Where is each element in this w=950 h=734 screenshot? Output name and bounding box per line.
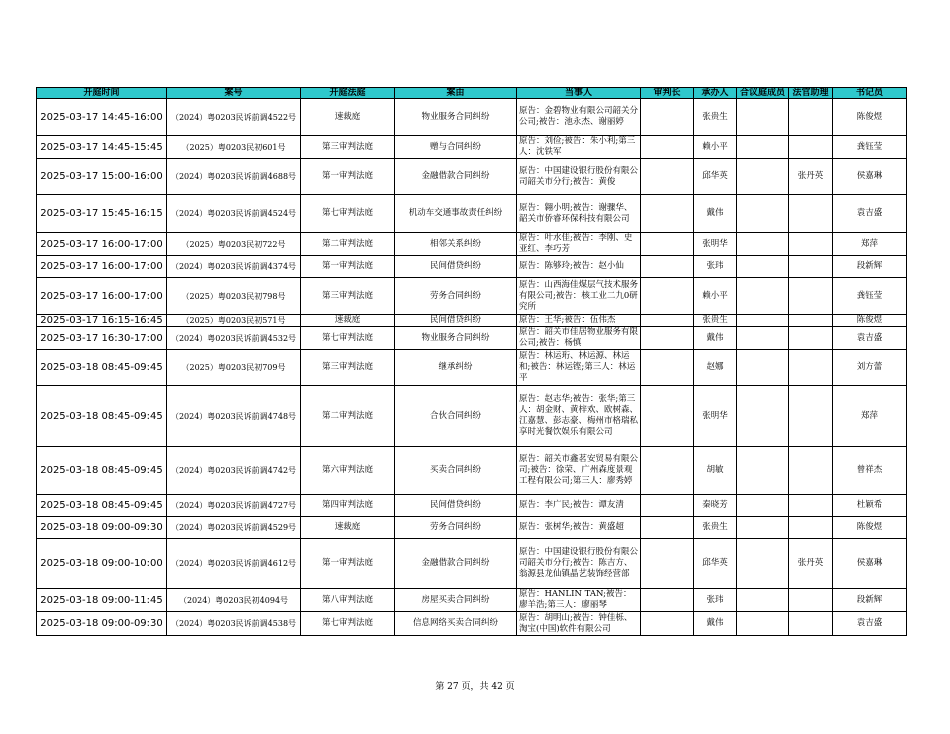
- row-assistant: [789, 278, 833, 315]
- row-handler: 张贵生: [694, 315, 737, 327]
- row-clerk: 刘方蕾: [833, 350, 907, 386]
- row-assistant: [789, 256, 833, 278]
- row-case-number: （2024）粤0203民诉前调4727号: [167, 495, 301, 517]
- row-parties: 原告：张树华;被告：黄盛超: [517, 517, 641, 539]
- row-parties: 原告：金碧物业有限公司韶关分公司;被告：池永杰、谢丽婷: [517, 99, 641, 136]
- row-handler: 赵娜: [694, 350, 737, 386]
- row-clerk: 段新辉: [833, 256, 907, 278]
- row-time: 2025-03-17 16:00-17:00: [37, 256, 167, 278]
- table-row: [37, 327, 907, 350]
- row-panel: [737, 159, 789, 195]
- row-cause: 物业服务合同纠纷: [395, 99, 517, 136]
- row-chief-judge: [641, 447, 694, 495]
- row-assistant: [789, 447, 833, 495]
- table-row: [37, 447, 907, 495]
- table-body: [37, 99, 907, 636]
- row-parties: 原告：韶关市鑫茗安贸易有限公司;被告：徐荣、广州森度景观工程有限公司;第三人：廖秀婷: [517, 447, 641, 495]
- row-time: 2025-03-18 09:00-09:30: [37, 517, 167, 539]
- row-clerk: 郑萍: [833, 233, 907, 256]
- row-clerk: 杜颖希: [833, 495, 907, 517]
- row-case-number: （2025）粤0203民初601号: [167, 136, 301, 159]
- row-cause: 金融借款合同纠纷: [395, 159, 517, 195]
- row-assistant: [789, 327, 833, 350]
- header-panel: 合议庭成员: [737, 88, 789, 99]
- row-cause: 赠与合同纠纷: [395, 136, 517, 159]
- row-case-number: （2025）粤0203民初722号: [167, 233, 301, 256]
- row-handler: 秦晓芳: [694, 495, 737, 517]
- row-chief-judge: [641, 327, 694, 350]
- row-handler: 邱华英: [694, 159, 737, 195]
- row-parties: 原告：赵志华;被告：张华;第三人：胡金财、黄梓欢、欧树森、江嘉慧、彭志豪、梅州市格瑞私享时光餐饮娱乐有限公司: [517, 386, 641, 447]
- row-parties: 原告：刘俭;被告：朱小利;第三人：沈铁军: [517, 136, 641, 159]
- row-case-number: （2025）粤0203民初798号: [167, 278, 301, 315]
- table-row: [37, 195, 907, 233]
- row-panel: [737, 517, 789, 539]
- row-clerk: 陈俊煜: [833, 99, 907, 136]
- row-panel: [737, 539, 789, 589]
- row-assistant: [789, 495, 833, 517]
- row-panel: [737, 589, 789, 612]
- row-court: 第三审判法庭: [301, 278, 395, 315]
- row-court: 第一审判法庭: [301, 256, 395, 278]
- table-header: [37, 88, 907, 99]
- row-time: 2025-03-17 15:45-16:15: [37, 195, 167, 233]
- row-time: 2025-03-18 09:00-11:45: [37, 589, 167, 612]
- row-assistant: [789, 589, 833, 612]
- row-assistant: 张丹英: [789, 539, 833, 589]
- table-row: [37, 517, 907, 539]
- row-handler: 张贵生: [694, 517, 737, 539]
- table-row: [37, 589, 907, 612]
- row-case-number: （2024）粤0203民初4094号: [167, 589, 301, 612]
- row-time: 2025-03-17 14:45-15:45: [37, 136, 167, 159]
- row-case-number: （2024）粤0203民诉前调4522号: [167, 99, 301, 136]
- row-clerk: 袁吉盛: [833, 195, 907, 233]
- row-chief-judge: [641, 136, 694, 159]
- row-panel: [737, 386, 789, 447]
- row-chief-judge: [641, 233, 694, 256]
- row-handler: 张明华: [694, 386, 737, 447]
- row-cause: 金融借款合同纠纷: [395, 539, 517, 589]
- row-chief-judge: [641, 195, 694, 233]
- row-court: 速裁庭: [301, 517, 395, 539]
- row-panel: [737, 256, 789, 278]
- row-handler: 张明华: [694, 233, 737, 256]
- row-clerk: 龚钰莹: [833, 136, 907, 159]
- table-row: [37, 612, 907, 636]
- table-row: [37, 495, 907, 517]
- row-court: 第七审判法庭: [301, 612, 395, 636]
- row-time: 2025-03-18 08:45-09:45: [37, 350, 167, 386]
- table-row: [37, 256, 907, 278]
- row-parties: 原告：胡明山;被告：钟佳栎、淘宝(中国)软件有限公司: [517, 612, 641, 636]
- row-court: 第八审判法庭: [301, 589, 395, 612]
- row-parties: 原告：山西海佳煤层气技术服务有限公司;被告：核工业二九0研究所: [517, 278, 641, 315]
- row-clerk: 陈俊煜: [833, 315, 907, 327]
- row-cause: 机动车交通事故责任纠纷: [395, 195, 517, 233]
- row-clerk: 侯嘉琳: [833, 159, 907, 195]
- row-assistant: [789, 99, 833, 136]
- row-cause: 买卖合同纠纷: [395, 447, 517, 495]
- header-cause: 案由: [395, 88, 517, 99]
- row-clerk: 袁吉盛: [833, 327, 907, 350]
- row-court: 速裁庭: [301, 99, 395, 136]
- row-time: 2025-03-17 16:15-16:45: [37, 315, 167, 327]
- row-parties: 原告：韶关市佳居物业服务有限公司;被告：杨慎: [517, 327, 641, 350]
- row-time: 2025-03-18 09:00-10:00: [37, 539, 167, 589]
- row-cause: 民间借贷纠纷: [395, 315, 517, 327]
- row-handler: 戴伟: [694, 612, 737, 636]
- row-chief-judge: [641, 539, 694, 589]
- row-court: 第七审判法庭: [301, 327, 395, 350]
- row-clerk: 侯嘉琳: [833, 539, 907, 589]
- row-chief-judge: [641, 589, 694, 612]
- row-assistant: [789, 233, 833, 256]
- row-cause: 继承纠纷: [395, 350, 517, 386]
- row-chief-judge: [641, 386, 694, 447]
- table-row: [37, 159, 907, 195]
- row-chief-judge: [641, 256, 694, 278]
- header-chief-judge: 审判长: [641, 88, 694, 99]
- table-row: [37, 233, 907, 256]
- row-parties: 原告：林运珩、林运源、林运和;被告：林运铿;第三人：林运平: [517, 350, 641, 386]
- row-handler: 戴伟: [694, 195, 737, 233]
- row-chief-judge: [641, 350, 694, 386]
- row-court: 第一审判法庭: [301, 539, 395, 589]
- row-handler: 赖小平: [694, 278, 737, 315]
- row-parties: 原告：陈够玲;被告：赵小仙: [517, 256, 641, 278]
- row-court: 速裁庭: [301, 315, 395, 327]
- row-case-number: （2024）粤0203民诉前调4742号: [167, 447, 301, 495]
- row-parties: 原告：中国建设银行股份有限公司韶关市分行;被告：陈吉方、翁源县龙仙镇晶艺装饰经营部: [517, 539, 641, 589]
- row-cause: 信息网络买卖合同纠纷: [395, 612, 517, 636]
- row-assistant: [789, 386, 833, 447]
- row-cause: 相邻关系纠纷: [395, 233, 517, 256]
- row-chief-judge: [641, 159, 694, 195]
- row-time: 2025-03-18 08:45-09:45: [37, 386, 167, 447]
- row-assistant: 张丹英: [789, 159, 833, 195]
- row-time: 2025-03-17 16:00-17:00: [37, 278, 167, 315]
- row-assistant: [789, 612, 833, 636]
- row-time: 2025-03-18 08:45-09:45: [37, 495, 167, 517]
- row-panel: [737, 612, 789, 636]
- row-court: 第四审判法庭: [301, 495, 395, 517]
- row-cause: 民间借贷纠纷: [395, 256, 517, 278]
- row-case-number: （2024）粤0203民诉前调4538号: [167, 612, 301, 636]
- row-chief-judge: [641, 495, 694, 517]
- row-case-number: （2024）粤0203民诉前调4524号: [167, 195, 301, 233]
- row-cause: 民间借贷纠纷: [395, 495, 517, 517]
- row-panel: [737, 327, 789, 350]
- table-row: [37, 278, 907, 315]
- row-handler: 邱华英: [694, 539, 737, 589]
- row-case-number: （2024）粤0203民诉前调4612号: [167, 539, 301, 589]
- row-case-number: （2024）粤0203民诉前调4688号: [167, 159, 301, 195]
- row-panel: [737, 99, 789, 136]
- row-chief-judge: [641, 315, 694, 327]
- row-panel: [737, 195, 789, 233]
- header-parties: 当事人: [517, 88, 641, 99]
- row-panel: [737, 315, 789, 327]
- hearing-schedule-table: [36, 87, 907, 636]
- row-panel: [737, 495, 789, 517]
- row-time: 2025-03-18 09:00-09:30: [37, 612, 167, 636]
- row-clerk: 段新辉: [833, 589, 907, 612]
- row-cause: 劳务合同纠纷: [395, 517, 517, 539]
- row-case-number: （2024）粤0203民诉前调4532号: [167, 327, 301, 350]
- row-parties: 原告：HANLIN TAN;被告：廖羊浩;第三人：廖丽琴: [517, 589, 641, 612]
- header-time: 开庭时间: [37, 88, 167, 99]
- page-footer: 第 27 页，共 42 页: [435, 682, 515, 692]
- row-parties: 原告：中国建设银行股份有限公司韶关市分行;被告：黄俊: [517, 159, 641, 195]
- row-case-number: （2024）粤0203民诉前调4529号: [167, 517, 301, 539]
- header-assistant: 法官助理: [789, 88, 833, 99]
- row-court: 第二审判法庭: [301, 386, 395, 447]
- row-court: 第六审判法庭: [301, 447, 395, 495]
- row-handler: 戴伟: [694, 327, 737, 350]
- row-clerk: 袁吉盛: [833, 612, 907, 636]
- row-case-number: （2025）粤0203民初571号: [167, 315, 301, 327]
- row-cause: 合伙合同纠纷: [395, 386, 517, 447]
- row-cause: 物业服务合同纠纷: [395, 327, 517, 350]
- row-assistant: [789, 136, 833, 159]
- row-handler: 张玮: [694, 589, 737, 612]
- row-court: 第二审判法庭: [301, 233, 395, 256]
- row-case-number: （2025）粤0203民初709号: [167, 350, 301, 386]
- header-case-number: 案号: [167, 88, 301, 99]
- row-time: 2025-03-17 14:45-16:00: [37, 99, 167, 136]
- row-parties: 原告：翱小明;被告：谢骤华、韶关市侨睿环保科技有限公司: [517, 195, 641, 233]
- row-handler: 赖小平: [694, 136, 737, 159]
- table-row: [37, 539, 907, 589]
- row-panel: [737, 233, 789, 256]
- row-time: 2025-03-17 15:00-16:00: [37, 159, 167, 195]
- header-court: 开庭法庭: [301, 88, 395, 99]
- header-handler: 承办人: [694, 88, 737, 99]
- row-clerk: 龚钰莹: [833, 278, 907, 315]
- row-chief-judge: [641, 99, 694, 136]
- row-assistant: [789, 350, 833, 386]
- row-court: 第三审判法庭: [301, 350, 395, 386]
- row-cause: 房屋买卖合同纠纷: [395, 589, 517, 612]
- table-row: [37, 386, 907, 447]
- row-clerk: 陈俊煜: [833, 517, 907, 539]
- table-row: [37, 315, 907, 327]
- row-panel: [737, 278, 789, 315]
- row-court: 第七审判法庭: [301, 195, 395, 233]
- row-case-number: （2024）粤0203民诉前调4748号: [167, 386, 301, 447]
- row-court: 第三审判法庭: [301, 136, 395, 159]
- row-chief-judge: [641, 517, 694, 539]
- row-handler: 张玮: [694, 256, 737, 278]
- row-assistant: [789, 195, 833, 233]
- row-case-number: （2024）粤0203民诉前调4374号: [167, 256, 301, 278]
- row-chief-judge: [641, 612, 694, 636]
- row-handler: 张贵生: [694, 99, 737, 136]
- row-court: 第一审判法庭: [301, 159, 395, 195]
- row-clerk: 曾祥杰: [833, 447, 907, 495]
- row-chief-judge: [641, 278, 694, 315]
- row-time: 2025-03-17 16:00-17:00: [37, 233, 167, 256]
- table-row: [37, 350, 907, 386]
- header-clerk: 书记员: [833, 88, 907, 99]
- row-parties: 原告：李广民;被告：谭友清: [517, 495, 641, 517]
- table-row: [37, 136, 907, 159]
- row-cause: 劳务合同纠纷: [395, 278, 517, 315]
- row-parties: 原告：王华;被告：伍伟杰: [517, 315, 641, 327]
- row-time: 2025-03-18 08:45-09:45: [37, 447, 167, 495]
- row-handler: 胡敏: [694, 447, 737, 495]
- row-panel: [737, 350, 789, 386]
- table-row: [37, 99, 907, 136]
- row-parties: 原告：叶水佳;被告：李刚、史亚红、李巧芳: [517, 233, 641, 256]
- row-clerk: 郑萍: [833, 386, 907, 447]
- row-assistant: [789, 315, 833, 327]
- row-time: 2025-03-17 16:30-17:00: [37, 327, 167, 350]
- row-assistant: [789, 517, 833, 539]
- row-panel: [737, 447, 789, 495]
- row-panel: [737, 136, 789, 159]
